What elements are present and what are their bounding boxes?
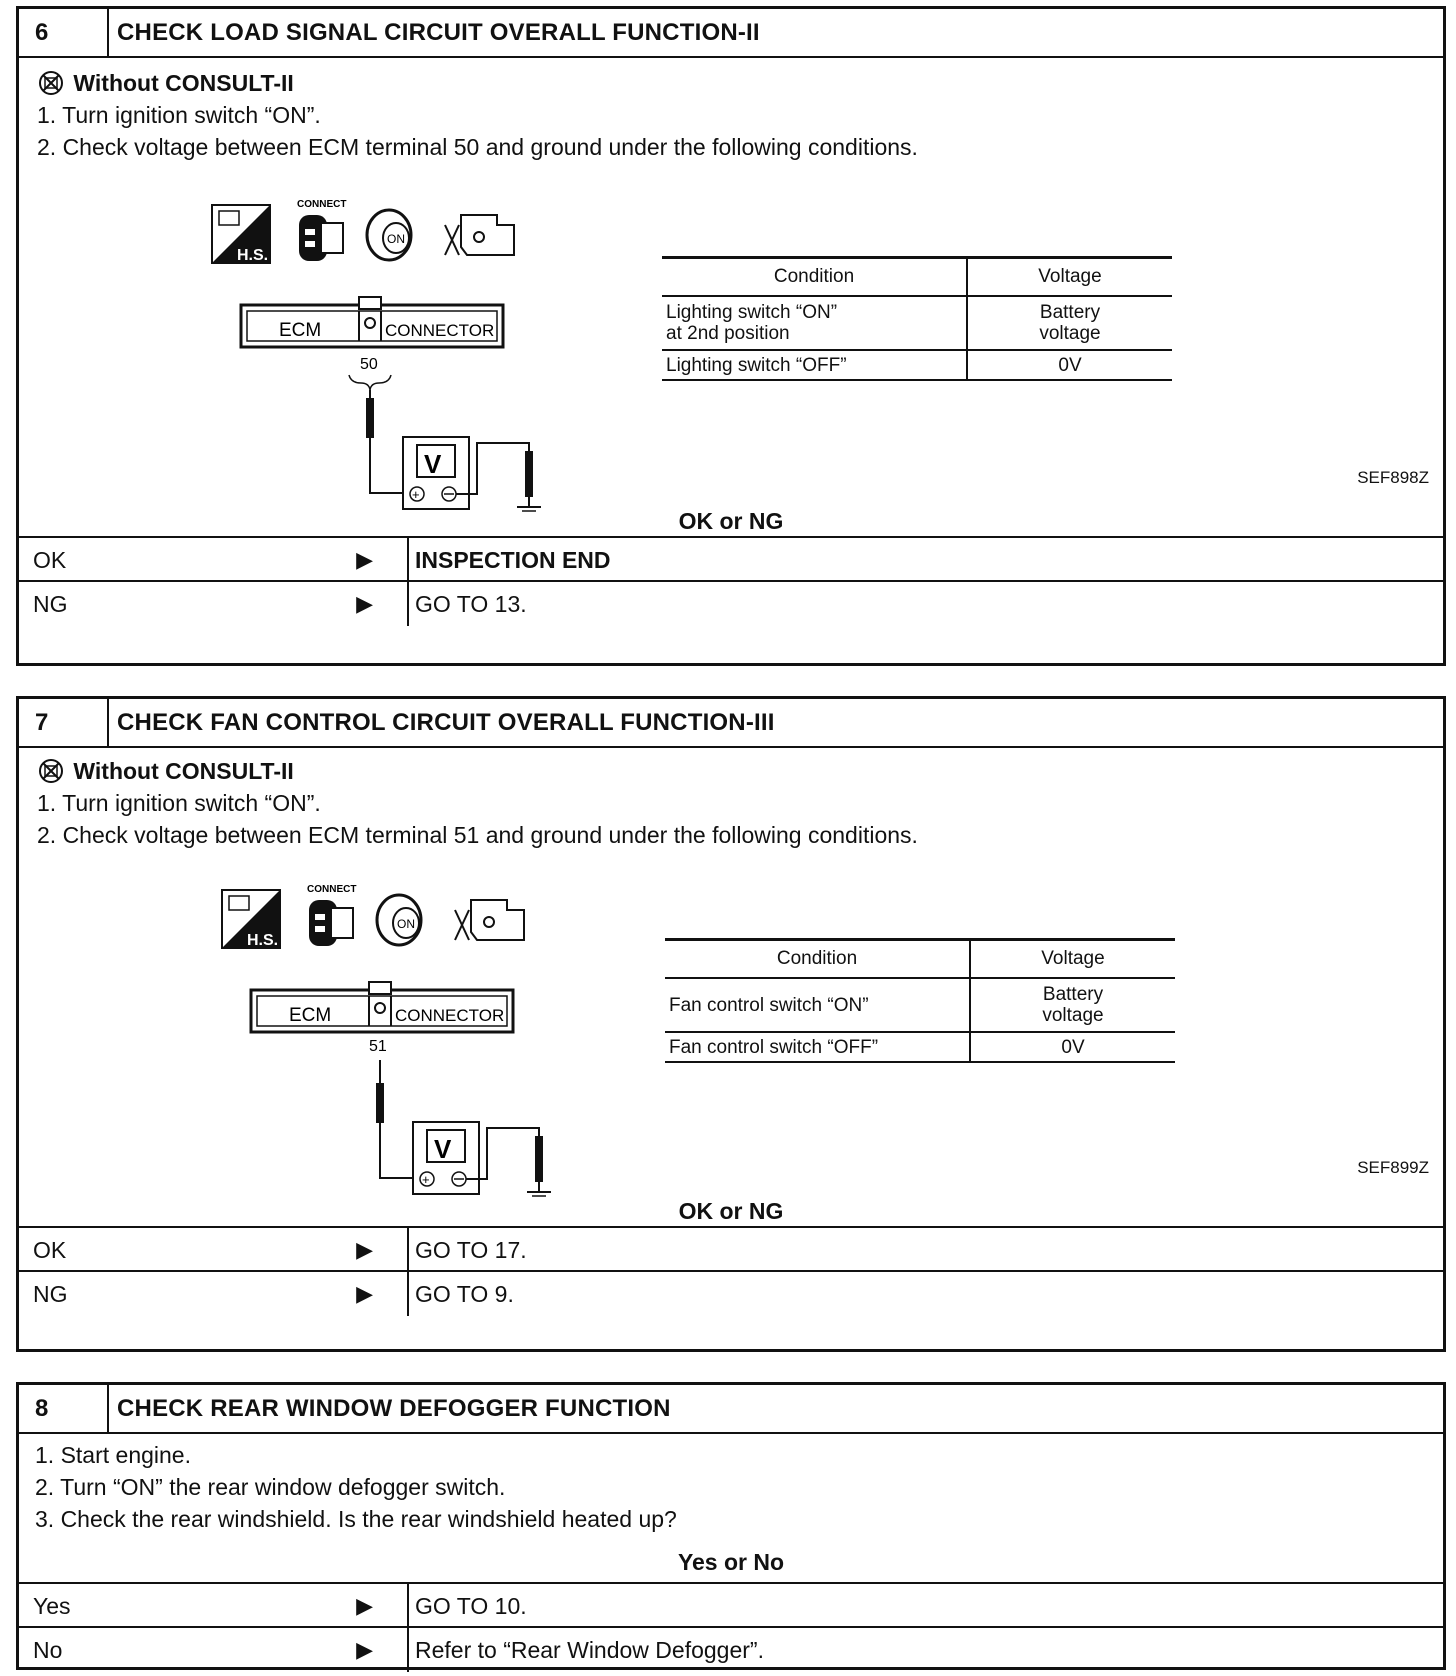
table-cell-voltage: 0V [967, 350, 1172, 380]
meter-label: V [424, 449, 442, 479]
table-cell-voltage: 0V [970, 1032, 1175, 1062]
hs-label: H.S. [247, 932, 279, 949]
no-consult-icon [37, 758, 67, 784]
connect-icon [307, 884, 356, 946]
result-row-ng [19, 580, 1443, 626]
result-action: Refer to “Rear Window Defogger”. [415, 1637, 764, 1663]
wiring-diagram [209, 193, 589, 513]
terminal-label: 51 [369, 1038, 387, 1055]
connector-label: CONNECTOR [395, 1006, 505, 1025]
ignition-on-icon [367, 210, 411, 260]
terminal-label: 50 [360, 356, 378, 373]
answer-label: OK [33, 1237, 67, 1263]
arrow-icon: ▶ [356, 591, 373, 616]
result-row-ok [19, 1226, 1443, 1272]
result-row-yes [19, 1582, 1443, 1628]
hand-sensor-icon [212, 205, 270, 264]
answer-label: OK [33, 547, 67, 573]
instruction-2: 2. Check voltage between ECM terminal 51 and ground under the following conditions. [37, 822, 918, 848]
mode-label: Without CONSULT-II [73, 758, 294, 784]
table-cell-condition: Fan control switch “OFF” [665, 1032, 970, 1062]
connect-label: CONNECT [307, 884, 357, 895]
step-number: 6 [19, 9, 109, 56]
result-row-ng [19, 1270, 1443, 1316]
question-label: OK or NG [678, 1198, 784, 1224]
step-title: CHECK REAR WINDOW DEFOGGER FUNCTION [117, 1395, 671, 1422]
svg-text:+: + [412, 487, 420, 502]
condition-table [662, 256, 1172, 381]
result-action: GO TO 13. [415, 591, 527, 617]
step-8-box [16, 1382, 1446, 1670]
figure-ref: SEF899Z [1357, 1158, 1429, 1177]
table-cell-condition: Lighting switch “ON” at 2nd position [662, 296, 967, 350]
step-header [19, 699, 1443, 748]
answer-label: NG [33, 1281, 68, 1307]
table-header-voltage: Voltage [967, 258, 1172, 297]
step-body [19, 1434, 1443, 1672]
table-header-voltage: Voltage [970, 940, 1175, 979]
figure-ref: SEF898Z [1357, 468, 1429, 487]
svg-text:+: + [422, 1172, 430, 1187]
question-label: OK or NG [678, 508, 784, 534]
arrow-icon: ▶ [356, 1281, 373, 1306]
instruction-1: 1. Turn ignition switch “ON”. [37, 790, 321, 816]
instruction-1: 1. Start engine. [35, 1442, 191, 1468]
result-row-ok [19, 536, 1443, 582]
on-label: ON [387, 232, 405, 246]
connect-icon [297, 199, 346, 261]
result-action: GO TO 17. [415, 1237, 527, 1263]
engine-off-icon [445, 215, 514, 255]
wiring-diagram [219, 878, 599, 1198]
step-7-box [16, 696, 1446, 1352]
answer-label: No [33, 1637, 63, 1663]
on-label: ON [397, 917, 415, 931]
no-consult-icon [37, 70, 67, 96]
ecm-label: ECM [279, 320, 322, 341]
step-number: 7 [19, 699, 109, 746]
voltmeter-icon [413, 1122, 479, 1194]
arrow-icon: ▶ [356, 1237, 373, 1262]
instruction-3: 3. Check the rear windshield. Is the rear windshield heated up? [35, 1506, 677, 1532]
table-header-condition: Condition [662, 258, 967, 297]
hs-label: H.S. [237, 247, 269, 264]
arrow-icon: ▶ [356, 1593, 373, 1618]
table-cell-condition: Fan control switch “ON” [665, 978, 970, 1032]
instruction-2: 2. Check voltage between ECM terminal 50 and ground under the following conditions. [37, 134, 918, 160]
instruction-2: 2. Turn “ON” the rear window defogger switch. [35, 1474, 506, 1500]
mode-line [37, 70, 294, 97]
meter-label: V [434, 1134, 452, 1164]
step-header [19, 9, 1443, 58]
arrow-icon: ▶ [356, 547, 373, 572]
step-title: CHECK LOAD SIGNAL CIRCUIT OVERALL FUNCTION-II [117, 19, 760, 46]
mode-label: Without CONSULT-II [73, 70, 294, 96]
ignition-on-icon [377, 895, 421, 945]
connector-label: CONNECTOR [385, 321, 495, 340]
voltmeter-icon [403, 437, 469, 509]
ecm-connector [241, 297, 503, 347]
answer-label: NG [33, 591, 68, 617]
result-row-no [19, 1626, 1443, 1672]
result-action: GO TO 10. [415, 1593, 527, 1619]
step-title: CHECK FAN CONTROL CIRCUIT OVERALL FUNCTION-III [117, 709, 775, 736]
result-action: GO TO 9. [415, 1281, 514, 1307]
arrow-icon: ▶ [356, 1637, 373, 1662]
table-cell-condition: Lighting switch “OFF” [662, 350, 967, 380]
result-action: INSPECTION END [415, 547, 611, 573]
step-body [19, 748, 1443, 1354]
ecm-connector [251, 982, 513, 1032]
question-label: Yes or No [677, 1549, 785, 1575]
engine-off-icon [455, 900, 524, 940]
mode-line [37, 758, 294, 785]
connect-label: CONNECT [297, 199, 347, 210]
table-header-condition: Condition [665, 940, 970, 979]
step-6-box [16, 6, 1446, 666]
step-header [19, 1385, 1443, 1434]
hand-sensor-icon [222, 890, 280, 949]
step-number: 8 [19, 1385, 109, 1432]
ecm-label: ECM [289, 1005, 332, 1026]
step-body [19, 58, 1443, 668]
table-cell-voltage: Battery voltage [967, 296, 1172, 350]
table-cell-voltage: Battery voltage [970, 978, 1175, 1032]
instruction-1: 1. Turn ignition switch “ON”. [37, 102, 321, 128]
answer-label: Yes [33, 1593, 71, 1619]
condition-table [665, 938, 1175, 1063]
